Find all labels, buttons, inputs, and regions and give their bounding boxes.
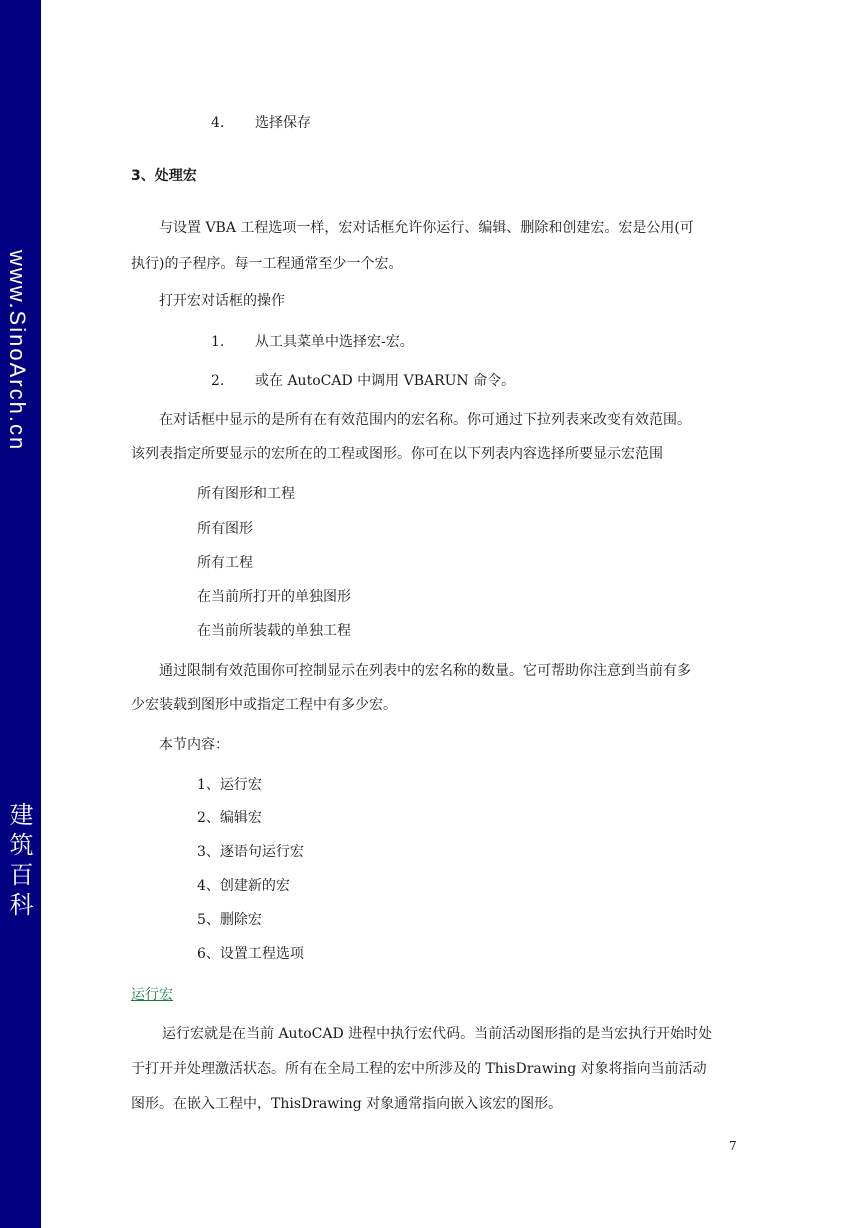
open-dialog-label: 打开宏对话框的操作 bbox=[159, 293, 285, 309]
previous-step-4 bbox=[211, 114, 311, 132]
run-macro-link[interactable]: 运行宏 bbox=[131, 987, 173, 1003]
run-paragraph-line-3: 图形。在嵌入工程中，ThisDrawing 对象通常指向嵌入该宏的图形。 bbox=[131, 1096, 563, 1112]
sidebar-banner bbox=[0, 0, 41, 1228]
step-text: 从工具菜单中选择宏-宏。 bbox=[255, 334, 414, 350]
open-step-1 bbox=[211, 333, 414, 351]
section-heading: 3、处理宏 bbox=[131, 168, 197, 184]
step-text: 或在 AutoCAD 中调用 VBARUN 命令。 bbox=[255, 373, 516, 389]
contents-item: 4、创建新的宏 bbox=[197, 878, 290, 894]
scope-option: 所有图形和工程 bbox=[197, 486, 295, 502]
scope-paragraph-line-2: 该列表指定所要显示的宏所在的工程或图形。你可在以下列表内容选择所要显示宏范围 bbox=[131, 446, 663, 462]
contents-label: 本节内容： bbox=[159, 737, 229, 753]
scope-option: 在当前所打开的单独图形 bbox=[197, 589, 351, 605]
sidebar-brand-text: 建筑百科 bbox=[5, 802, 33, 922]
intro-paragraph-line-2: 执行)的子程序。每一工程通常至少一个宏。 bbox=[131, 256, 403, 272]
page-number: 7 bbox=[729, 1139, 737, 1153]
intro-paragraph-line-1: 与设置 VBA 工程选项一样，宏对话框允许你运行、编辑、删除和创建宏。宏是公用(可 bbox=[159, 220, 694, 236]
scope-option: 所有工程 bbox=[197, 555, 253, 571]
contents-item: 1、运行宏 bbox=[197, 777, 262, 793]
run-paragraph-line-2: 于打开并处理激活状态。所有在全局工程的宏中所涉及的 ThisDrawing 对象将指向当前活动 bbox=[131, 1061, 707, 1077]
scope-option: 在当前所装载的单独工程 bbox=[197, 623, 351, 639]
contents-item: 6、设置工程选项 bbox=[197, 946, 304, 962]
contents-item: 5、删除宏 bbox=[197, 912, 262, 928]
limit-paragraph-line-1: 通过限制有效范围你可控制显示在列表中的宏名称的数量。它可帮助你注意到当前有多 bbox=[159, 663, 691, 679]
contents-item: 2、编辑宏 bbox=[197, 810, 262, 826]
contents-item: 3、逐语句运行宏 bbox=[197, 844, 304, 860]
step-text: 选择保存 bbox=[255, 115, 311, 131]
open-step-2 bbox=[211, 372, 515, 390]
scope-paragraph-line-1: 在对话框中显示的是所有在有效范围内的宏名称。你可通过下拉列表来改变有效范围。 bbox=[159, 412, 691, 428]
limit-paragraph-line-2: 少宏装载到图形中或指定工程中有多少宏。 bbox=[131, 697, 397, 713]
sidebar-url-text: www.SinoArch.cn bbox=[5, 250, 30, 452]
step-number: 4. bbox=[211, 115, 225, 131]
scope-option: 所有图形 bbox=[197, 521, 253, 537]
run-paragraph-line-1: 运行宏就是在当前 AutoCAD 进程中执行宏代码。当前活动图形指的是当宏执行开始时处 bbox=[162, 1026, 713, 1042]
step-number: 2. bbox=[211, 373, 225, 389]
step-number: 1. bbox=[211, 334, 225, 350]
